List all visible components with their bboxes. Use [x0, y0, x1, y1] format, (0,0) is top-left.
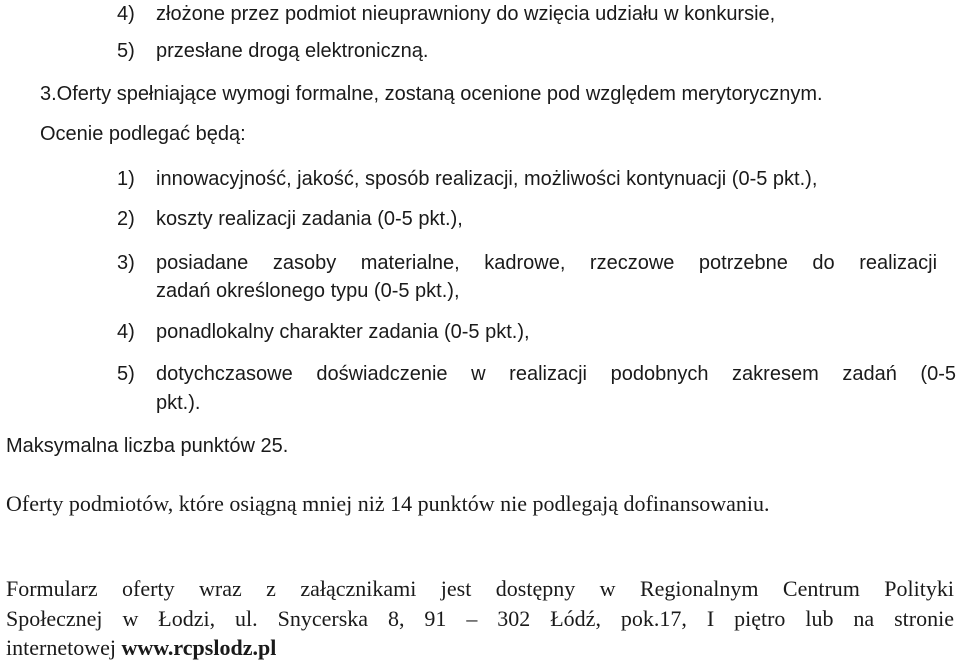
list-number: 5): [117, 40, 135, 62]
criteria-number: 5): [117, 363, 135, 385]
threshold-text: Oferty podmiotów, które osiągną mniej niż 14 punktów nie podlegają dofinansowaniu.: [6, 491, 770, 516]
criteria-text-line1: dotychczasowe doświadczenie w realizacji podobnych zakresem zadań (0-5: [156, 363, 956, 385]
criteria-text: koszty realizacji zadania (0-5 pkt.),: [156, 208, 463, 230]
form-info-prefix: internetowej: [6, 635, 122, 660]
criteria-number: 3): [117, 252, 135, 274]
criteria-number: 4): [117, 321, 135, 343]
form-info-line1: [6, 578, 954, 600]
max-points: Maksymalna liczba punktów 25.: [6, 435, 289, 457]
list-text: przesłane drogą elektroniczną.: [156, 40, 429, 62]
criteria-text: ponadlokalny charakter zadania (0-5 pkt.),: [156, 321, 530, 343]
section-heading: 3.Oferty spełniające wymogi formalne, zostaną ocenione pod względem merytorycznym.: [40, 83, 823, 105]
website-link[interactable]: www.rcpslodz.pl: [121, 635, 277, 660]
form-info-line2: Społecznej w Łodzi, ul. Snycerska 8, 91 – 302 Łódź, pok.17, I piętro lub na stronie: [6, 606, 954, 631]
list-text: złożone przez podmiot nieuprawniony do wzięcia udziału w konkursie,: [156, 3, 776, 25]
section-intro: Ocenie podlegać będą:: [40, 123, 246, 145]
criteria-number: 1): [117, 168, 135, 190]
criteria-text: innowacyjność, jakość, sposób realizacji, możliwości kontynuacji (0-5 pkt.),: [156, 168, 818, 190]
form-info-line3: [6, 637, 276, 659]
form-info-text: Formularz oferty wraz z załącznikami jest dostępny w Regionalnym Centrum Polityki: [6, 576, 954, 601]
criteria-text-line2: zadań określonego typu (0-5 pkt.),: [156, 280, 460, 302]
criteria-number: 2): [117, 208, 135, 230]
list-number: 4): [117, 3, 135, 25]
criteria-text-line2: pkt.).: [156, 392, 201, 414]
criteria-text-line1: posiadane zasoby materialne, kadrowe, rzeczowe potrzebne do realizacji: [156, 252, 938, 274]
